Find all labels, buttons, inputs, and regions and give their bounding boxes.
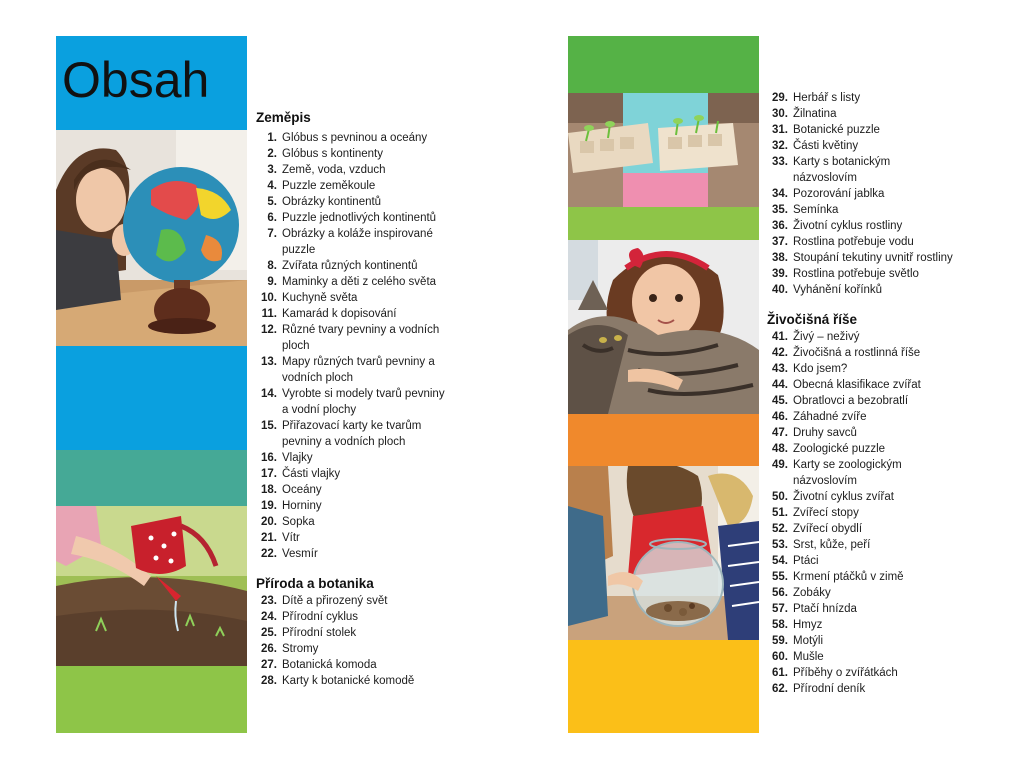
toc-item-title: Maminky a děti z celého světa — [282, 276, 437, 288]
toc-item-number: 3. — [267, 164, 277, 176]
toc-list-priroda-part1 — [256, 593, 456, 689]
toc-item-title: Druhy savců — [793, 427, 857, 439]
toc-item[interactable] — [256, 130, 456, 146]
toc-item[interactable] — [256, 673, 456, 689]
toc-item[interactable] — [767, 361, 997, 377]
toc-item-number: 22. — [261, 548, 277, 560]
toc-item-number: 18. — [261, 484, 277, 496]
toc-item[interactable] — [256, 354, 456, 386]
toc-item-number: 13. — [261, 356, 277, 368]
toc-item-number: 34. — [772, 188, 788, 200]
toc-item-title: Motýli — [793, 635, 824, 647]
toc-item[interactable] — [256, 625, 456, 641]
toc-item-title: Příběhy o zvířátkách — [793, 667, 898, 679]
toc-item-title: Obratlovci a bezobratlí — [793, 395, 909, 407]
toc-item-title: Zvířecí obydlí — [793, 523, 863, 535]
toc-item-number: 29. — [772, 92, 788, 104]
toc-column-left — [256, 110, 456, 689]
toc-item[interactable] — [767, 409, 997, 425]
toc-item[interactable] — [767, 617, 997, 633]
toc-item-title: Zvířata různých kontinentů — [282, 260, 418, 272]
toc-item[interactable] — [256, 386, 456, 418]
blue-block-middle — [56, 346, 247, 450]
toc-item-title: Karty k botanické komodě — [282, 675, 415, 687]
toc-item-title: Životní cyklus rostliny — [793, 220, 903, 232]
toc-item[interactable] — [256, 482, 456, 498]
toc-item[interactable] — [767, 649, 997, 665]
toc-item[interactable] — [767, 218, 997, 234]
toc-item[interactable] — [256, 418, 456, 450]
toc-item[interactable] — [767, 665, 997, 681]
toc-item[interactable] — [256, 226, 456, 258]
toc-item-title: Stoupání tekutiny uvnitř rostliny — [793, 252, 953, 264]
toc-item[interactable] — [256, 466, 456, 482]
toc-item-number: 35. — [772, 204, 788, 216]
toc-item-number: 46. — [772, 411, 788, 423]
toc-item-number: 48. — [772, 443, 788, 455]
page-title: Obsah — [62, 52, 210, 108]
toc-item-title: Obecná klasifikace zvířat — [793, 379, 921, 391]
toc-item-title: Zoologické puzzle — [793, 443, 886, 455]
toc-item[interactable] — [256, 609, 456, 625]
toc-item[interactable] — [256, 514, 456, 530]
toc-item-number: 7. — [267, 228, 277, 240]
toc-item[interactable] — [767, 250, 997, 266]
toc-item-title: Různé tvary pevniny a vodních ploch — [282, 324, 440, 352]
toc-item-title: Žilnatina — [793, 108, 837, 120]
toc-item[interactable] — [767, 569, 997, 585]
toc-item-title: Semínka — [793, 204, 839, 216]
toc-item-number: 52. — [772, 523, 788, 535]
toc-item[interactable] — [767, 122, 997, 138]
toc-item-number: 55. — [772, 571, 788, 583]
toc-item[interactable] — [256, 593, 456, 609]
toc-item-title: Mapy různých tvarů pevniny a vodních ploch — [282, 356, 435, 384]
toc-item[interactable] — [256, 322, 456, 354]
toc-item-number: 5. — [267, 196, 277, 208]
toc-item-title: Přiřazovací karty ke tvarům pevniny a vodních ploch — [282, 420, 422, 448]
toc-list-zivocisna — [767, 329, 997, 697]
toc-item-title: Vyrobte si modely tvarů pevniny a vodní plochy — [282, 388, 445, 416]
watering-plants-photo — [56, 506, 247, 666]
toc-item-number: 30. — [772, 108, 788, 120]
toc-item[interactable] — [256, 657, 456, 673]
bright-green-block — [568, 36, 759, 93]
toc-item-number: 9. — [267, 276, 277, 288]
toc-item-title: Životní cyklus zvířat — [793, 491, 894, 503]
toc-item-number: 40. — [772, 284, 788, 296]
toc-item[interactable] — [767, 601, 997, 617]
toc-item-title: Kdo jsem? — [793, 363, 848, 375]
toc-item-number: 1. — [267, 132, 277, 144]
toc-item-title: Kamarád k dopisování — [282, 308, 397, 320]
toc-item-number: 6. — [267, 212, 277, 224]
toc-list-zemepis — [256, 130, 456, 562]
toc-item-title: Glóbus s pevninou a oceány — [282, 132, 428, 144]
toc-item[interactable] — [256, 274, 456, 290]
toc-item-title: Glóbus s kontinenty — [282, 148, 384, 160]
toc-item-number: 15. — [261, 420, 277, 432]
toc-item[interactable] — [767, 377, 997, 393]
toc-item[interactable] — [256, 498, 456, 514]
toc-item-number: 17. — [261, 468, 277, 480]
toc-item-number: 53. — [772, 539, 788, 551]
toc-list-priroda-part2 — [767, 90, 997, 298]
toc-item-number: 21. — [261, 532, 277, 544]
toc-item-title: Vlajky — [282, 452, 313, 464]
toc-item-number: 32. — [772, 140, 788, 152]
toc-item-title: Stromy — [282, 643, 319, 655]
toc-item-title: Obrázky kontinentů — [282, 196, 382, 208]
toc-item-number: 50. — [772, 491, 788, 503]
toc-item-number: 49. — [772, 459, 788, 471]
toc-item-number: 39. — [772, 268, 788, 280]
toc-item-number: 57. — [772, 603, 788, 615]
toc-item-number: 24. — [261, 611, 277, 623]
toc-item-number: 45. — [772, 395, 788, 407]
toc-item-number: 4. — [267, 180, 277, 192]
toc-item[interactable] — [767, 537, 997, 553]
toc-item[interactable] — [767, 154, 997, 186]
toc-item[interactable] — [767, 138, 997, 154]
toc-item[interactable] — [767, 345, 997, 361]
toc-item-number: 33. — [772, 156, 788, 168]
toc-item-number: 42. — [772, 347, 788, 359]
toc-item[interactable] — [767, 457, 997, 489]
toc-item[interactable] — [767, 489, 997, 505]
toc-item-title: Přírodní stolek — [282, 627, 357, 639]
toc-item-number: 60. — [772, 651, 788, 663]
toc-item-title: Země, voda, vzduch — [282, 164, 386, 176]
toc-item[interactable] — [767, 505, 997, 521]
toc-item[interactable] — [256, 450, 456, 466]
toc-item-number: 12. — [261, 324, 277, 336]
toc-item[interactable] — [767, 234, 997, 250]
toc-item-title: Kuchyně světa — [282, 292, 358, 304]
toc-item-number: 16. — [261, 452, 277, 464]
toc-item-number: 37. — [772, 236, 788, 248]
toc-item-number: 28. — [261, 675, 277, 687]
toc-item[interactable] — [256, 290, 456, 306]
toc-item-number: 59. — [772, 635, 788, 647]
toc-item-title: Živý – neživý — [793, 331, 860, 343]
fish-bowl-photo — [568, 466, 759, 640]
toc-item-number: 43. — [772, 363, 788, 375]
toc-item[interactable] — [256, 178, 456, 194]
toc-item[interactable] — [767, 441, 997, 457]
toc-item-title: Srst, kůže, peří — [793, 539, 871, 551]
toc-item-number: 25. — [261, 627, 277, 639]
toc-item[interactable] — [256, 306, 456, 322]
toc-item[interactable] — [256, 258, 456, 274]
toc-item-number: 26. — [261, 643, 277, 655]
toc-item[interactable] — [767, 585, 997, 601]
toc-item-number: 11. — [261, 308, 277, 320]
toc-item[interactable] — [256, 546, 456, 562]
toc-item[interactable] — [767, 266, 997, 282]
toc-item-title: Části květiny — [793, 140, 859, 152]
toc-item-title: Horniny — [282, 500, 322, 512]
toc-item[interactable] — [256, 146, 456, 162]
toc-item-title: Sopka — [282, 516, 315, 528]
toc-item[interactable] — [767, 106, 997, 122]
toc-item-title: Botanické puzzle — [793, 124, 880, 136]
toc-item-title: Puzzle jednotlivých kontinentů — [282, 212, 437, 224]
toc-item[interactable] — [767, 425, 997, 441]
toc-item-title: Části vlajky — [282, 468, 341, 480]
toc-item-number: 62. — [772, 683, 788, 695]
toc-item-number: 27. — [261, 659, 277, 671]
section-heading-zemepis: Zeměpis — [256, 110, 311, 125]
toc-item-title: Přírodní cyklus — [282, 611, 359, 623]
toc-item-title: Zvířecí stopy — [793, 507, 859, 519]
toc-item[interactable] — [256, 210, 456, 226]
toc-item-number: 61. — [772, 667, 788, 679]
toc-item-title: Rostlina potřebuje světlo — [793, 268, 919, 280]
toc-item-title: Přírodní deník — [793, 683, 866, 695]
toc-item-title: Záhadné zvíře — [793, 411, 867, 423]
section-heading-zivocisna: Živočišná říše — [767, 312, 858, 327]
toc-item[interactable] — [767, 681, 997, 697]
toc-item-number: 19. — [261, 500, 277, 512]
toc-item[interactable] — [767, 90, 997, 106]
toc-item-title: Zobáky — [793, 587, 831, 599]
toc-item-title: Herbář s listy — [793, 92, 861, 104]
toc-item[interactable] — [256, 162, 456, 178]
toc-item-title: Hmyz — [793, 619, 823, 631]
toc-item-number: 8. — [267, 260, 277, 272]
toc-column-right — [767, 90, 997, 697]
toc-item[interactable] — [767, 186, 997, 202]
toc-item[interactable] — [767, 521, 997, 537]
toc-item-title: Rostlina potřebuje vodu — [793, 236, 914, 248]
toc-item[interactable] — [767, 202, 997, 218]
toc-item[interactable] — [767, 393, 997, 409]
toc-item[interactable] — [767, 282, 997, 298]
light-green-band — [568, 207, 759, 240]
toc-item-title: Vesmír — [282, 548, 318, 560]
yellow-block — [568, 640, 759, 733]
seedling-trays-photo — [568, 93, 759, 207]
toc-item-number: 20. — [261, 516, 277, 528]
toc-item-title: Krmení ptáčků v zimě — [793, 571, 904, 583]
toc-item[interactable] — [767, 633, 997, 649]
toc-item-title: Puzzle zeměkoule — [282, 180, 376, 192]
toc-item-number: 41. — [772, 331, 788, 343]
toc-item[interactable] — [767, 553, 997, 569]
toc-item-number: 51. — [772, 507, 788, 519]
toc-item-title: Mušle — [793, 651, 824, 663]
toc-item-title: Vyhánění kořínků — [793, 284, 883, 296]
section-heading-priroda: Příroda a botanika — [256, 576, 374, 591]
toc-item-number: 31. — [772, 124, 788, 136]
toc-item-title: Obrázky a koláže inspirované puzzle — [282, 228, 433, 256]
toc-item-number: 44. — [772, 379, 788, 391]
toc-item-title: Ptáci — [793, 555, 819, 567]
child-with-globe-photo — [56, 130, 247, 346]
toc-item[interactable] — [256, 641, 456, 657]
toc-item-title: Oceány — [282, 484, 322, 496]
toc-item[interactable] — [767, 329, 997, 345]
toc-item-title: Dítě a přirozený svět — [282, 595, 388, 607]
orange-block — [568, 414, 759, 466]
toc-item-number: 47. — [772, 427, 788, 439]
toc-item-number: 2. — [267, 148, 277, 160]
toc-item-title: Vítr — [282, 532, 300, 544]
toc-item-number: 54. — [772, 555, 788, 567]
teal-block — [56, 450, 247, 506]
toc-item-title: Karty s botanickým názvoslovím — [793, 156, 891, 184]
girl-with-cat-photo — [568, 240, 759, 414]
toc-item-number: 10. — [261, 292, 277, 304]
toc-item-title: Živočišná a rostlinná říše — [793, 347, 921, 359]
toc-item-title: Ptačí hnízda — [793, 603, 857, 615]
toc-item[interactable] — [256, 194, 456, 210]
toc-item-number: 23. — [261, 595, 277, 607]
toc-item-number: 38. — [772, 252, 788, 264]
toc-item[interactable] — [256, 530, 456, 546]
toc-item-number: 36. — [772, 220, 788, 232]
toc-item-number: 14. — [261, 388, 277, 400]
toc-item-title: Pozorování jablka — [793, 188, 885, 200]
toc-item-number: 56. — [772, 587, 788, 599]
toc-item-title: Botanická komoda — [282, 659, 377, 671]
green-block-bottom — [56, 666, 247, 733]
toc-item-title: Karty se zoologickým názvoslovím — [793, 459, 902, 487]
toc-item-number: 58. — [772, 619, 788, 631]
